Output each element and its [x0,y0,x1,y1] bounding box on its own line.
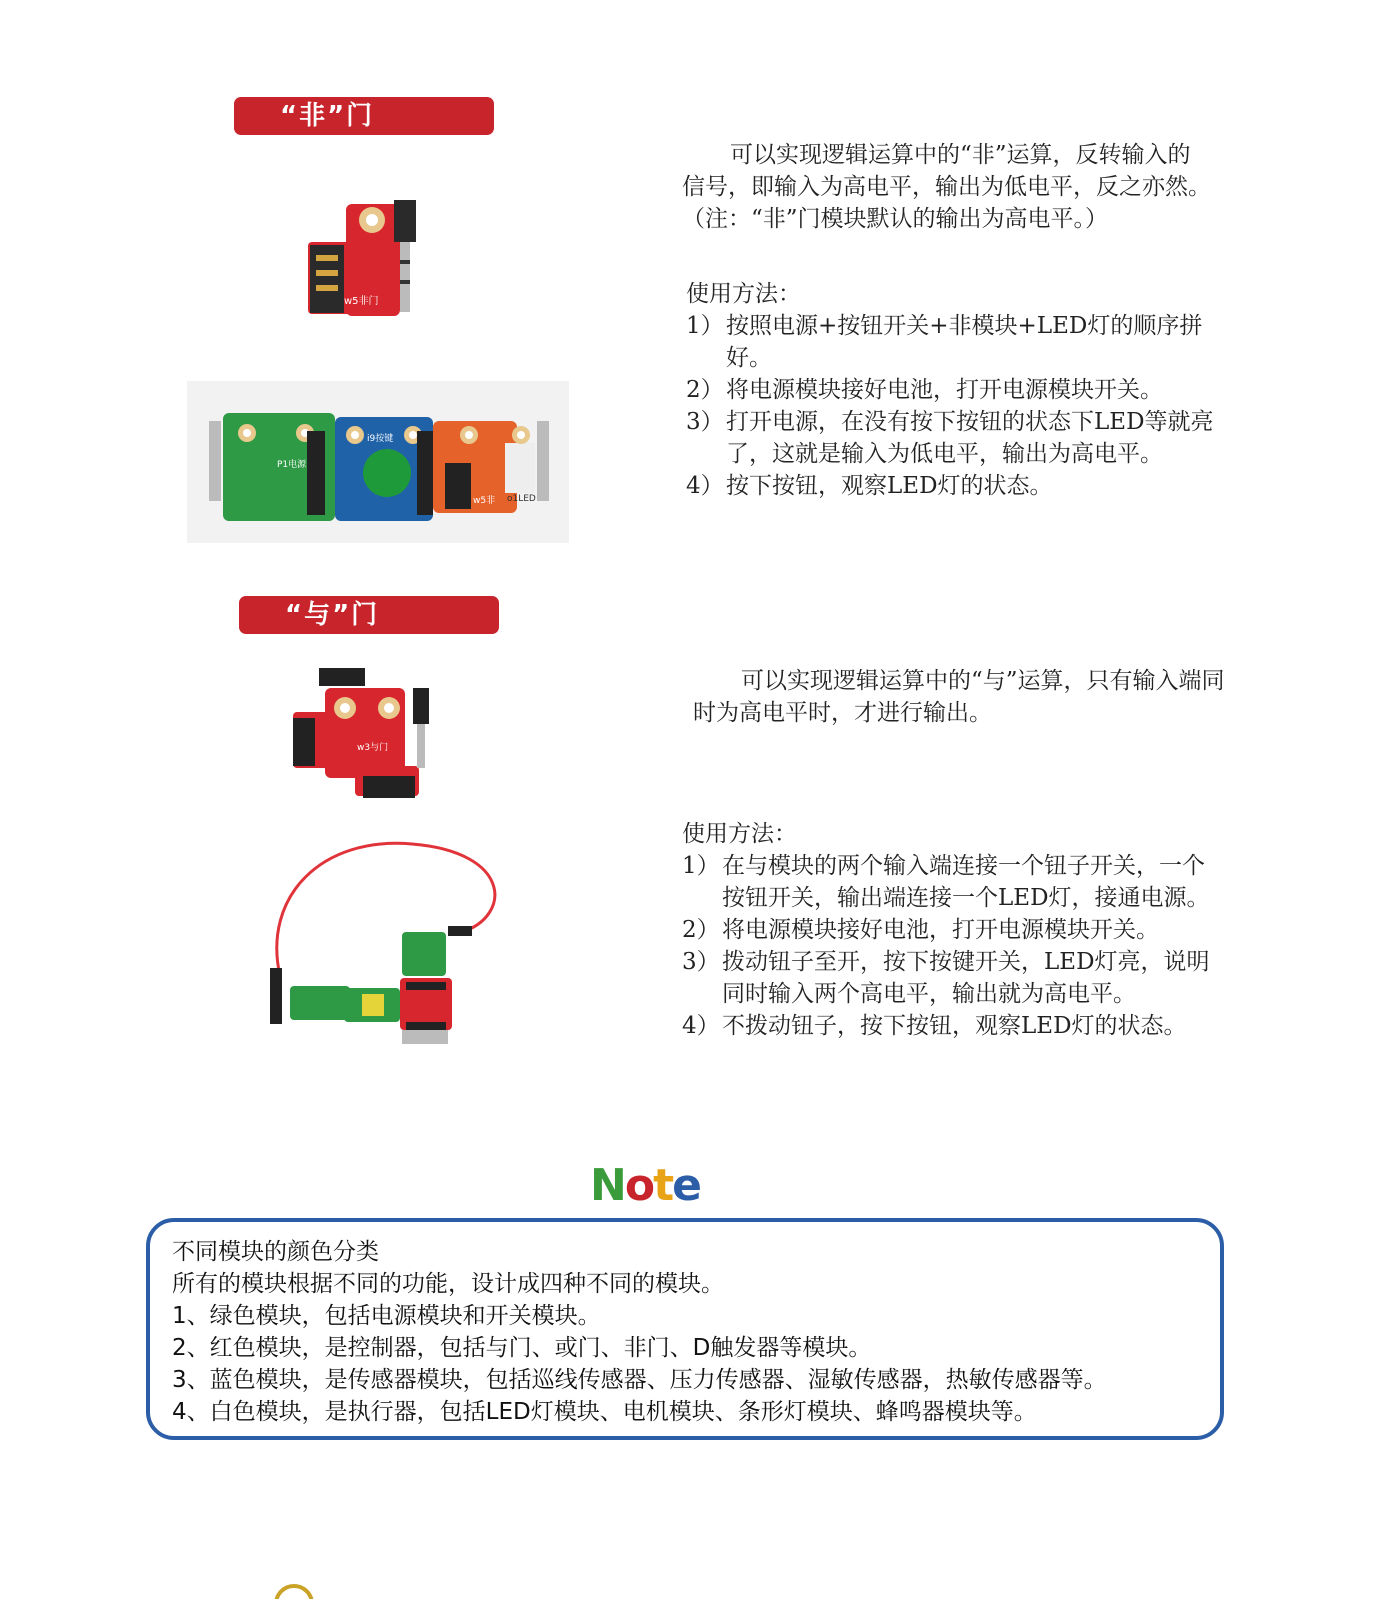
not-gate-module-label: w5非门 [344,296,379,307]
step-text: 不拨动钮子，按下按钮，观察LED灯的状态。 [722,1013,1187,1039]
not-gate-usage [686,278,1216,502]
step-text: 将电源模块接好电池，打开电源模块开关。 [722,917,1159,943]
and-gate-assembly-image [262,836,522,1061]
step-number: 1） [682,853,720,879]
list-item [682,850,1216,914]
step-number: 2） [686,377,724,403]
note-letter-n: N [590,1160,625,1211]
note-letter-o: o [624,1160,654,1211]
step-number: 4） [686,473,724,499]
and-gate-description: 可以实现逻辑运算中的“与”运算，只有输入端同时为高电平时，才进行输出。 [693,668,1225,726]
not-gate-description: 可以实现逻辑运算中的“非”运算，反转输入的信号，即输入为高电平，输出为低电平，反之亦然。（注：“非”门模块默认的输出为高电平。） [682,142,1211,232]
assembly-label-button: i9按键 [367,434,394,444]
note-title [590,1160,700,1211]
and-gate-usage [682,818,1216,1042]
not-gate-assembly-image [187,381,569,543]
step-text: 在与模块的两个输入端连接一个钮子开关，一个按钮开关，输出端连接一个LED灯，接通电源。 [722,853,1210,911]
note-line: 不同模块的颜色分类 [172,1239,379,1265]
not-gate-banner: “非”门 [234,97,494,135]
note-line: 4、白色模块，是执行器，包括LED灯模块、电机模块、条形灯模块、蜂鸣器模块等。 [172,1399,1037,1425]
note-letter-t: t [653,1160,673,1211]
list-item [682,914,1216,946]
step-number: 4） [682,1013,720,1039]
note-letter-e: e [672,1160,700,1211]
assembly-label-not: w5非 [473,496,496,506]
step-text: 打开电源，在没有按下按钮的状态下LED等就亮了，这就是输入为低电平，输出为高电平。 [726,409,1214,467]
assembly-label-power: P1电源 [277,460,307,470]
bottom-decoration-icon [272,1582,316,1599]
not-gate-steps [686,310,1216,502]
step-number: 3） [682,949,720,975]
list-item [686,470,1216,502]
list-item [682,1010,1216,1042]
not-gate-usage-title: 使用方法： [686,281,801,307]
and-gate-module-image [285,668,445,808]
not-gate-module-image [300,190,440,330]
list-item [682,946,1216,1010]
step-text: 将电源模块接好电池，打开电源模块开关。 [726,377,1163,403]
list-item [686,406,1216,470]
list-item [686,374,1216,406]
and-gate-usage-title: 使用方法： [682,821,797,847]
step-number: 2） [682,917,720,943]
step-text: 按照电源+按钮开关+非模块+LED灯的顺序拼好。 [726,313,1203,371]
note-line: 2、红色模块，是控制器，包括与门、或门、非门、D触发器等模块。 [172,1335,872,1361]
and-gate-banner: “与”门 [239,596,499,634]
note-line: 所有的模块根据不同的功能，设计成四种不同的模块。 [172,1271,724,1297]
and-gate-steps [682,850,1216,1042]
assembly-label-led: o1LED [507,494,536,504]
and-gate-module-label: w3与门 [357,743,389,753]
note-line: 3、蓝色模块，是传感器模块，包括巡线传感器、压力传感器、湿敏传感器，热敏传感器等。 [172,1367,1107,1393]
step-text: 拨动钮子至开，按下按键开关，LED灯亮，说明同时输入两个高电平，输出就为高电平。 [722,949,1210,1007]
step-text: 按下按钮，观察LED灯的状态。 [726,473,1053,499]
list-item [686,310,1216,374]
step-number: 1） [686,313,724,339]
note-line: 1、绿色模块，包括电源模块和开关模块。 [172,1303,601,1329]
step-number: 3） [686,409,724,435]
note-box [146,1218,1224,1440]
